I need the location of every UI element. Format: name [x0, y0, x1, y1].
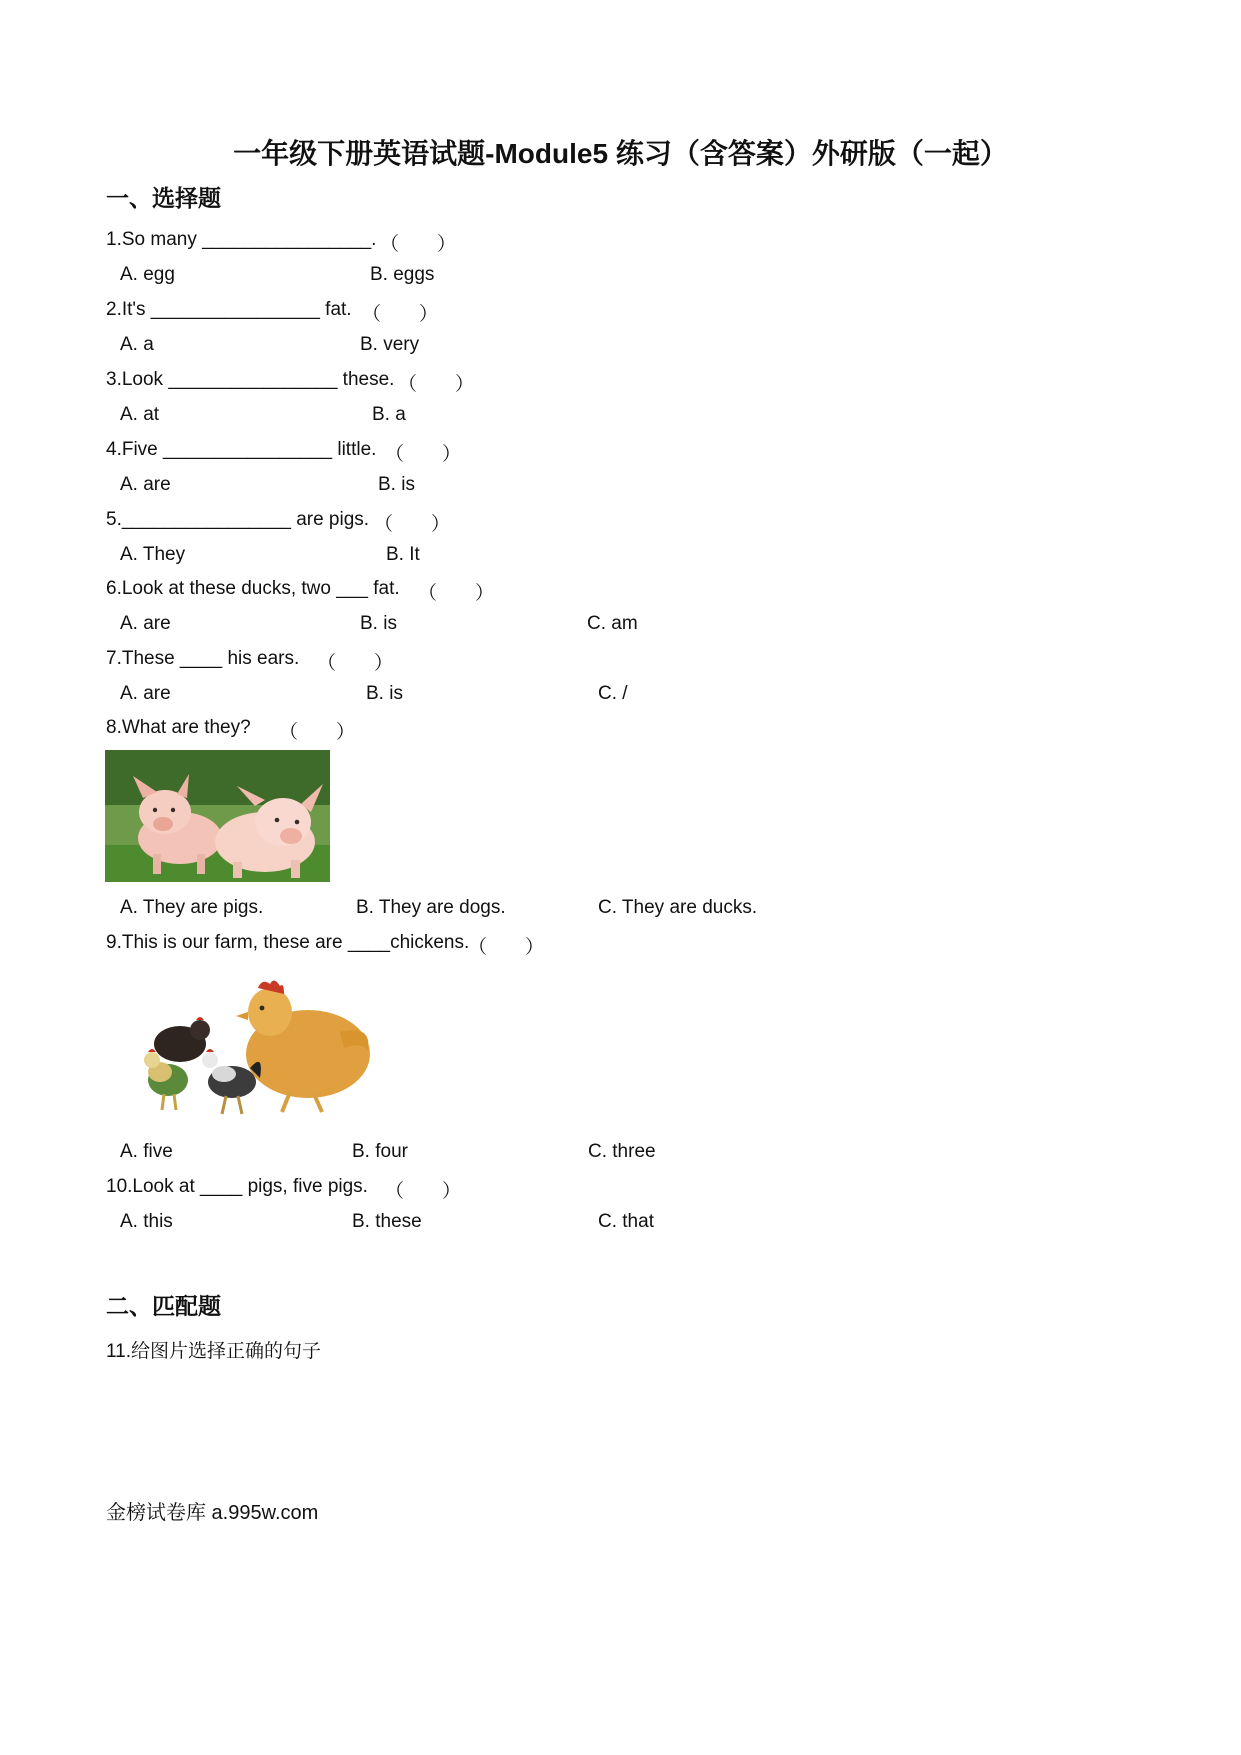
option-a: A. egg	[120, 264, 175, 285]
section-heading-choice: 一、选择题	[106, 185, 221, 211]
pigs-image	[105, 750, 330, 882]
option-b: B. a	[372, 404, 406, 425]
answer-paren: （ ）	[380, 234, 457, 255]
question-stem: 1.So many ________________.	[106, 229, 377, 250]
answer-paren: （ ）	[362, 304, 439, 325]
question-stem: 10.Look at ____ pigs, five pigs.	[106, 1176, 368, 1197]
option-a: A. at	[120, 404, 160, 425]
option-a: A. They	[120, 544, 186, 565]
option-c: C. am	[587, 613, 638, 634]
answer-paren: （ ）	[468, 937, 545, 958]
option-b: B. They are dogs.	[356, 897, 506, 918]
option-c: C. that	[598, 1211, 654, 1232]
answer-paren: （ ）	[317, 653, 394, 674]
answer-paren: （ ）	[279, 722, 356, 743]
question-stem: 8.What are they?	[106, 717, 251, 738]
option-b: B. is	[366, 683, 403, 704]
section-heading-matching: 二、匹配题	[106, 1293, 221, 1319]
option-a: A. are	[120, 613, 171, 634]
option-b: B. these	[352, 1211, 422, 1232]
option-b: B. It	[386, 544, 420, 565]
option-b: B. four	[352, 1141, 408, 1162]
answer-paren: （ ）	[374, 514, 451, 535]
option-b: B. is	[360, 613, 397, 634]
option-c: C. They are ducks.	[598, 897, 758, 918]
option-b: B. very	[360, 334, 420, 355]
question-stem: 7.These ____ his ears.	[106, 648, 300, 669]
question-stem: 6.Look at these ducks, two ___ fat.	[106, 578, 400, 599]
option-a: A. are	[120, 474, 171, 495]
chickens-image	[140, 972, 375, 1122]
option-a: A. They are pigs.	[120, 897, 264, 918]
footer-source: 金榜试卷库 a.995w.com	[106, 1502, 319, 1524]
option-a: A. five	[120, 1141, 173, 1162]
answer-paren: （ ）	[418, 583, 495, 604]
option-b: B. eggs	[370, 264, 435, 285]
page-title: 一年级下册英语试题-Module5 练习（含答案）外研版（一起）	[233, 138, 1008, 169]
question-stem: 11.给图片选择正确的句子	[106, 1341, 322, 1362]
answer-paren: （ ）	[398, 374, 475, 395]
option-c: C. /	[598, 683, 628, 704]
question-stem: 9.This is our farm, these are ____chickens.	[106, 932, 470, 953]
option-a: A. are	[120, 683, 171, 704]
question-stem: 5.________________ are pigs.	[106, 509, 370, 530]
answer-paren: （ ）	[385, 444, 462, 465]
option-c: C. three	[588, 1141, 656, 1162]
option-a: A. a	[120, 334, 154, 355]
question-stem: 2.It's ________________ fat.	[106, 299, 352, 320]
option-a: A. this	[120, 1211, 173, 1232]
option-b: B. is	[378, 474, 415, 495]
question-stem: 4.Five ________________ little.	[106, 439, 377, 460]
answer-paren: （ ）	[385, 1181, 462, 1202]
question-stem: 3.Look ________________ these.	[106, 369, 395, 390]
